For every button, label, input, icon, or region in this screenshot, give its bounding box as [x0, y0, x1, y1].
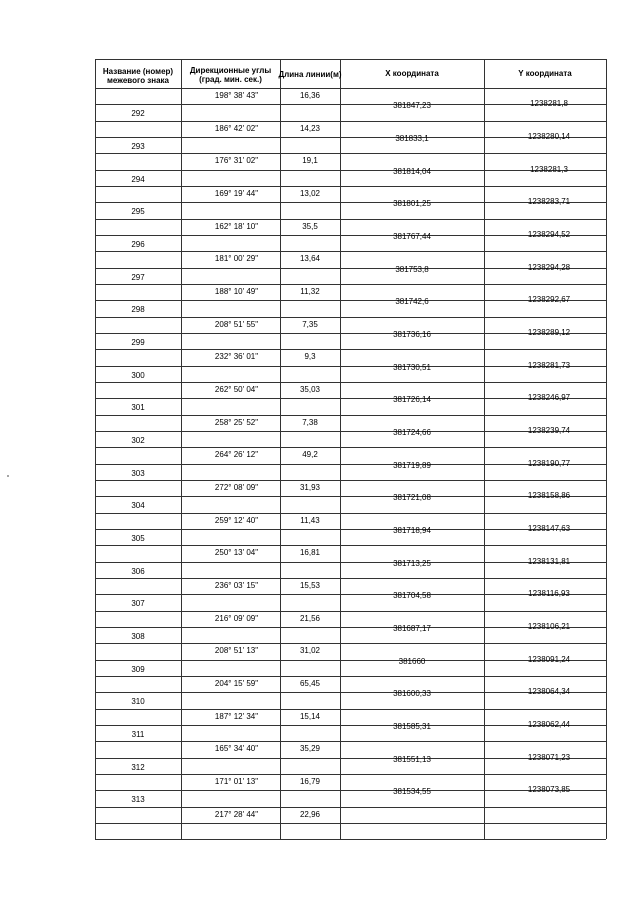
row-divider	[95, 709, 606, 710]
column-divider	[484, 59, 485, 839]
header-angle-line1: Дирекционные углы	[189, 66, 272, 75]
point-y-coordinate: 1238294,52	[527, 229, 571, 239]
point-name: 305	[131, 533, 145, 543]
table-border-right	[606, 59, 607, 839]
point-y-coordinate: 1238106,21	[527, 621, 571, 631]
point-x-coordinate: 381704,58	[393, 591, 431, 601]
segment-length: 31,02	[299, 646, 321, 656]
segment-length: 16,79	[299, 776, 321, 786]
row-divider	[95, 284, 606, 285]
row-divider	[95, 480, 606, 481]
table-border-bottom	[95, 839, 606, 840]
row-divider	[95, 447, 606, 448]
row-divider	[95, 643, 606, 644]
segment-length: 49,2	[302, 450, 318, 460]
point-name: 300	[131, 370, 145, 380]
point-x-coordinate: 381726,14	[393, 395, 431, 405]
point-name: 301	[131, 403, 145, 413]
segment-angle: 188° 10' 49"	[214, 286, 259, 296]
segment-length: 14,23	[299, 123, 321, 133]
row-divider	[95, 186, 606, 187]
point-y-coordinate: 1238280,14	[527, 131, 571, 141]
segment-angle: 187° 12' 34"	[214, 711, 259, 721]
point-x-coordinate: 381687,17	[393, 623, 431, 633]
segment-angle: 258° 25' 52"	[214, 417, 259, 427]
point-y-coordinate: 1238147,63	[527, 523, 571, 533]
point-y-coordinate: 1238281,3	[530, 164, 568, 174]
segment-angle: 198° 38' 43"	[214, 91, 259, 100]
point-name: 293	[131, 141, 145, 151]
segment-angle: 204° 15' 59"	[214, 678, 259, 688]
point-x-coordinate: 381742,6	[395, 297, 429, 307]
segment-length: 7,38	[302, 417, 318, 427]
point-name: 294	[131, 174, 145, 184]
segment-length: 13,02	[299, 188, 321, 198]
row-divider	[95, 774, 606, 775]
point-name: 307	[131, 599, 145, 609]
point-name: 296	[131, 239, 145, 249]
point-y-coordinate: 1238292,67	[527, 295, 571, 305]
header-angle-line2: (град. мин. сек.)	[199, 75, 262, 84]
point-x-coordinate: 381730,51	[393, 362, 431, 372]
point-x-coordinate: 381718,94	[393, 525, 431, 535]
point-x-coordinate: 381713,25	[393, 558, 431, 568]
header-name-line1: Название (номер)	[102, 67, 174, 76]
point-x-coordinate: 381724,66	[393, 427, 431, 437]
segment-length: 7,35	[302, 319, 318, 329]
segment-length: 9,3	[304, 352, 316, 362]
point-name: 297	[131, 272, 145, 282]
table-border-left	[95, 59, 96, 839]
segment-length: 15,14	[299, 711, 321, 721]
row-divider	[95, 382, 606, 383]
row-divider	[95, 513, 606, 514]
point-y-coordinate: 1238294,28	[527, 262, 571, 272]
point-y-coordinate: 1238239,74	[527, 425, 571, 435]
row-divider	[95, 317, 606, 318]
header-length: Длина линии(м)	[278, 70, 342, 79]
point-name: 306	[131, 566, 145, 576]
point-y-coordinate: 1238062,44	[527, 719, 571, 729]
point-x-coordinate: 381767,44	[393, 231, 431, 241]
row-divider	[95, 415, 606, 416]
point-name: 309	[131, 664, 145, 674]
point-x-coordinate: 381660	[398, 656, 426, 666]
point-y-coordinate: 1238131,81	[527, 556, 571, 566]
segment-angle: 162° 18' 10"	[214, 221, 259, 231]
segment-angle: 176° 31' 02"	[214, 156, 259, 166]
row-divider	[95, 121, 606, 122]
point-x-coordinate: 381814,04	[393, 166, 431, 176]
segment-angle: 232° 36' 01"	[214, 352, 259, 362]
point-y-coordinate: 1238190,77	[527, 458, 571, 468]
point-x-coordinate: 381721,08	[393, 493, 431, 503]
row-divider	[95, 153, 606, 154]
segment-length: 16,81	[299, 548, 321, 558]
segment-length: 21,56	[299, 613, 321, 623]
point-name: 299	[131, 337, 145, 347]
point-name: 310	[131, 697, 145, 707]
point-name: 311	[131, 729, 145, 739]
row-divider	[95, 578, 606, 579]
header-y: Y координата	[518, 69, 572, 78]
segment-length: 11,43	[300, 515, 320, 525]
point-x-coordinate: 381801,25	[393, 199, 431, 209]
point-y-coordinate: 1238246,97	[527, 393, 571, 403]
point-x-coordinate: 381753,8	[395, 264, 429, 274]
segment-angle: 186° 42' 02"	[214, 123, 259, 133]
point-name: 312	[131, 762, 145, 772]
segment-angle: 250° 13' 04"	[214, 548, 259, 558]
segment-angle: 272° 08' 09"	[214, 482, 259, 492]
point-name: 304	[131, 501, 145, 511]
segment-length: 31,93	[299, 482, 321, 492]
row-divider	[95, 251, 606, 252]
segment-angle: 165° 34' 40"	[214, 744, 259, 754]
point-y-coordinate: 1238158,86	[527, 491, 571, 501]
segment-length: 35,03	[299, 384, 321, 394]
column-divider	[181, 59, 182, 839]
point-name: 302	[131, 435, 145, 445]
point-y-coordinate: 1238289,12	[527, 327, 571, 337]
point-x-coordinate: 381719,89	[393, 460, 431, 470]
row-divider	[95, 807, 606, 808]
segment-length: 22,96	[299, 809, 321, 819]
point-x-coordinate: 381736,16	[393, 329, 431, 339]
segment-angle: 208° 51' 55"	[214, 319, 259, 329]
column-divider	[340, 59, 341, 839]
segment-angle: 208° 51' 13"	[214, 646, 259, 656]
segment-length: 16,36	[299, 91, 321, 100]
segment-angle: 169° 19' 44"	[214, 188, 259, 198]
point-x-coordinate: 381551,13	[393, 754, 431, 764]
point-y-coordinate: 1238281,73	[527, 360, 571, 370]
header-name-line2: межевого знака	[106, 76, 170, 85]
point-x-coordinate: 381585,31	[393, 721, 431, 731]
point-x-coordinate: 381847,23	[393, 101, 431, 111]
point-name: 298	[131, 305, 145, 315]
point-x-coordinate: 381600,33	[393, 689, 431, 699]
scan-speck	[7, 475, 9, 477]
segment-angle: 217° 28' 44"	[214, 809, 259, 819]
segment-length: 11,32	[300, 286, 320, 296]
point-y-coordinate: 1238073,85	[527, 785, 571, 795]
segment-angle: 262° 50' 04"	[214, 384, 259, 394]
segment-angle: 216° 09' 09"	[214, 613, 259, 623]
segment-length: 13,64	[299, 254, 321, 264]
table-header-divider	[95, 88, 606, 89]
segment-length: 35,29	[299, 744, 321, 754]
segment-length: 65,45	[299, 678, 321, 688]
segment-length: 15,53	[299, 580, 321, 590]
segment-angle: 236° 03' 15"	[214, 580, 259, 590]
point-name: 313	[131, 795, 145, 805]
point-y-coordinate: 1238064,34	[527, 687, 571, 697]
row-divider	[95, 545, 606, 546]
point-name: 295	[131, 207, 145, 217]
point-name: 292	[131, 109, 145, 119]
row-divider	[95, 741, 606, 742]
point-x-coordinate: 381534,55	[393, 787, 431, 797]
row-divider	[95, 349, 606, 350]
point-y-coordinate: 1238091,24	[527, 654, 571, 664]
row-divider	[95, 676, 606, 677]
point-y-coordinate: 1238281,8	[530, 99, 568, 109]
segment-angle: 181° 00' 29"	[214, 254, 259, 264]
point-y-coordinate: 1238071,23	[527, 752, 571, 762]
segment-angle: 259° 12' 40"	[214, 515, 259, 525]
segment-length: 19,1	[302, 156, 318, 166]
row-divider	[95, 611, 606, 612]
segment-length: 35,5	[302, 221, 318, 231]
point-y-coordinate: 1238283,71	[527, 197, 571, 207]
row-divider	[95, 823, 606, 824]
header-x: X координата	[385, 69, 439, 78]
segment-angle: 171° 01' 13"	[214, 776, 259, 786]
row-divider	[95, 219, 606, 220]
point-y-coordinate: 1238116,93	[528, 589, 570, 599]
point-name: 308	[131, 631, 145, 641]
segment-angle: 264° 26' 12"	[214, 450, 259, 460]
point-name: 303	[131, 468, 145, 478]
point-x-coordinate: 381833,1	[395, 133, 429, 143]
column-divider	[280, 59, 281, 839]
table-border-top	[95, 59, 606, 60]
